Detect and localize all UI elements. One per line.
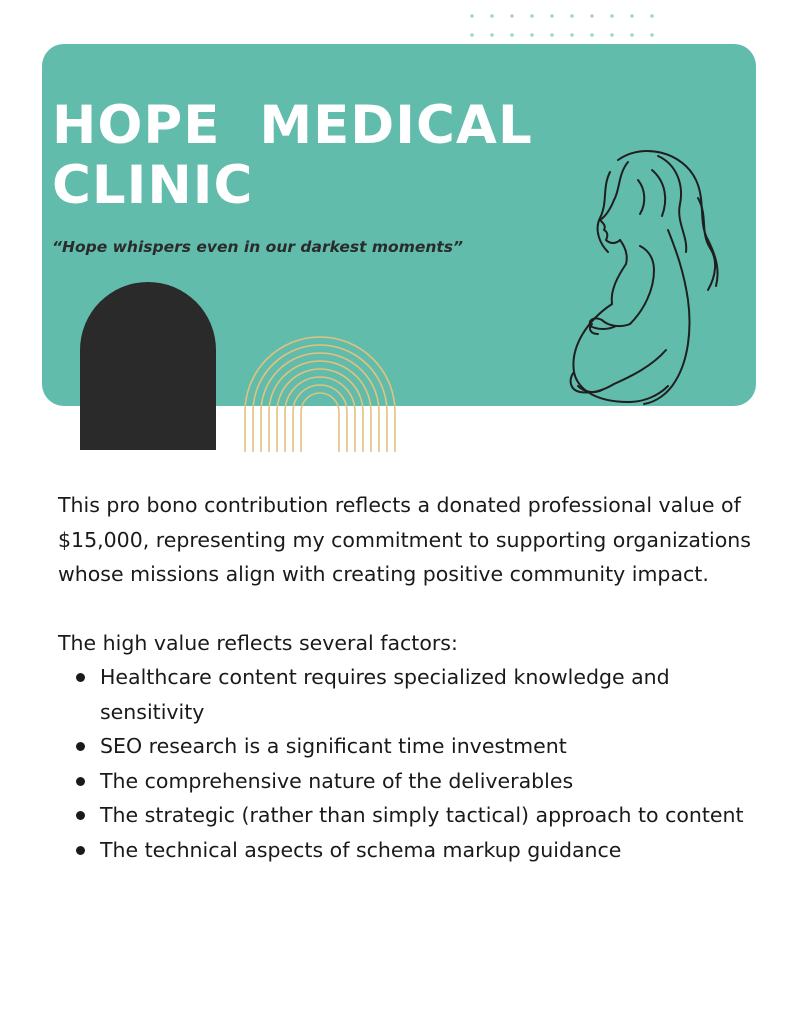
grid-dot <box>510 33 514 37</box>
grid-dot <box>570 14 574 18</box>
clinic-title-line2: CLINIC <box>52 155 254 216</box>
list-item: SEO research is a significant time investment <box>58 729 758 764</box>
tagline-quote: “Hope whispers even in our darkest moments” <box>52 238 464 256</box>
grid-dot <box>470 33 474 37</box>
grid-dot <box>650 14 654 18</box>
factors-list <box>58 660 758 867</box>
list-item: The comprehensive nature of the deliverables <box>58 764 758 799</box>
content-body <box>58 488 758 867</box>
grid-dot <box>490 14 494 18</box>
grid-dot <box>630 33 634 37</box>
clinic-title <box>52 96 572 216</box>
grid-dot <box>530 33 534 37</box>
grid-dot <box>550 14 554 18</box>
pregnant-woman-illustration-icon <box>548 140 728 410</box>
value-paragraph: This pro bono contribution reflects a donated professional value of $15,000, representing my commitment to supporting organizations whose missions align with creating positive community impact. <box>58 493 751 586</box>
list-item: Healthcare content requires specialized knowledge and sensitivity <box>58 660 758 729</box>
grid-dot <box>530 14 534 18</box>
grid-dot <box>650 33 654 37</box>
list-item: The technical aspects of schema markup guidance <box>58 833 758 868</box>
gold-rainbow-decoration <box>242 334 398 452</box>
paragraph-spacer <box>58 592 758 626</box>
grid-dot <box>570 33 574 37</box>
clinic-title-line1: HOPE MEDICAL <box>52 95 533 156</box>
grid-dot <box>550 33 554 37</box>
list-item: The strategic (rather than simply tactical) approach to content <box>58 798 758 833</box>
grid-dot <box>470 14 474 18</box>
grid-dot <box>630 14 634 18</box>
grid-dot <box>490 33 494 37</box>
grid-dot <box>590 14 594 18</box>
grid-dot <box>510 14 514 18</box>
dark-arch-decoration <box>80 282 216 450</box>
grid-dot <box>590 33 594 37</box>
grid-dot <box>610 14 614 18</box>
factors-intro: The high value reflects several factors: <box>58 630 458 655</box>
grid-dot <box>610 33 614 37</box>
